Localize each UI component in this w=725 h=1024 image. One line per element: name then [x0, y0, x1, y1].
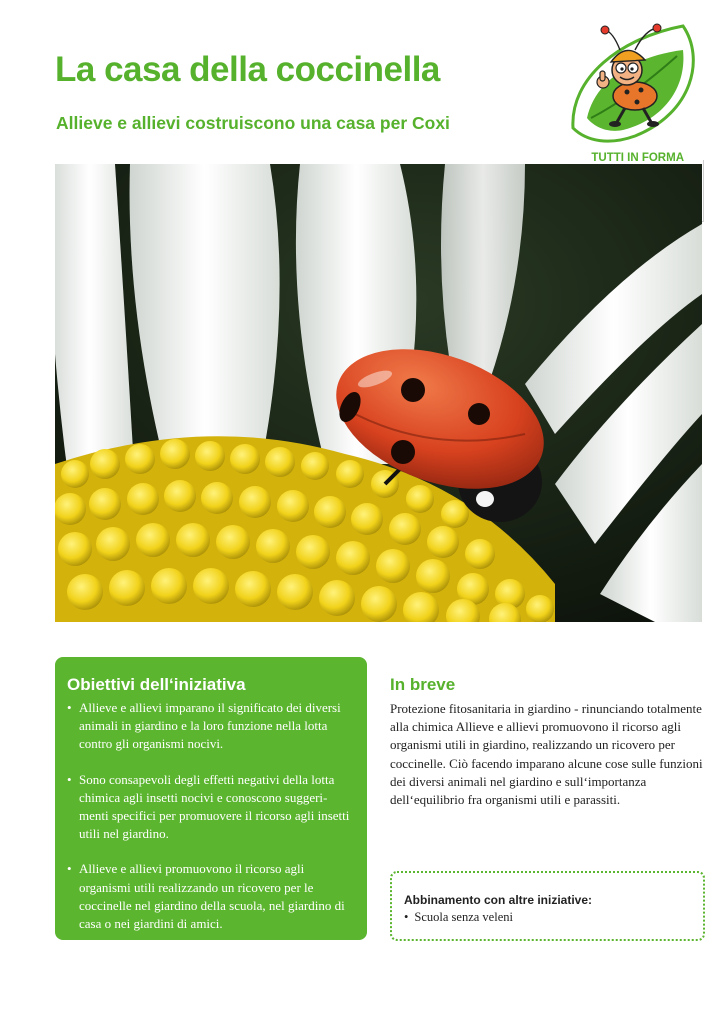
goal-item-text: Allieve e allievi imparano il significato dei diversi animali in giardino e la loro funzione nella lotta contro gli organismi nocivi. — [79, 700, 341, 752]
page-subtitle: Allieve e allievi costruiscono una casa per Coxi — [56, 113, 450, 133]
combination-title: Abbinamento con altre iniziative: — [404, 893, 593, 907]
bullet-icon: • — [67, 861, 72, 877]
combination-item-text: Scuola senza veleni — [414, 910, 513, 924]
ladybug-photo — [55, 164, 702, 622]
page-title: La casa della coccinella — [55, 50, 440, 89]
bullet-icon: • — [67, 700, 72, 715]
goal-item-text: Sono consapevoli degli effetti negativi della lotta chimica agli insetti nocivi e conoscono suggeri-menti specifici per promuovere il ricorso agli insetti utili nel giardino. — [79, 771, 350, 842]
goals-list — [67, 699, 355, 933]
coxi-mascot-icon — [565, 18, 710, 158]
goals-box — [55, 657, 367, 940]
goal-item — [67, 771, 355, 844]
brief-text: Protezione fitosanitaria in giardino - rinunciando totalmente alla chimica Allieve e allievi promuovono il ricorso agli organismi utili in giardino, realizzando un ricovero per coccinelle. Ciò facendo imparano alcune cose sulle funzioni dei diversi animali nel giardino e sull‘importanza dell‘equilibrio fra organismi utili e parassiti. — [390, 701, 703, 808]
combination-item — [404, 910, 691, 925]
goal-item — [67, 860, 355, 933]
goals-title: Obiettivi dell‘iniziativa — [67, 675, 246, 694]
goal-item — [67, 699, 355, 754]
brief-title: In breve — [390, 675, 456, 694]
goal-item-text: Allieve e allievi promuovono il ricorso agli organismi utili realizzando un ricovero per le coccinelle nel giardino della scuola, nel giardino di casa o nei giardini di amici. — [79, 861, 345, 932]
brief-section — [390, 675, 708, 809]
bullet-icon: • — [404, 910, 409, 924]
bullet-icon: • — [67, 771, 72, 787]
combination-box — [390, 871, 705, 941]
logo-slogan-line1: TUTTI IN FORMA — [591, 152, 684, 164]
